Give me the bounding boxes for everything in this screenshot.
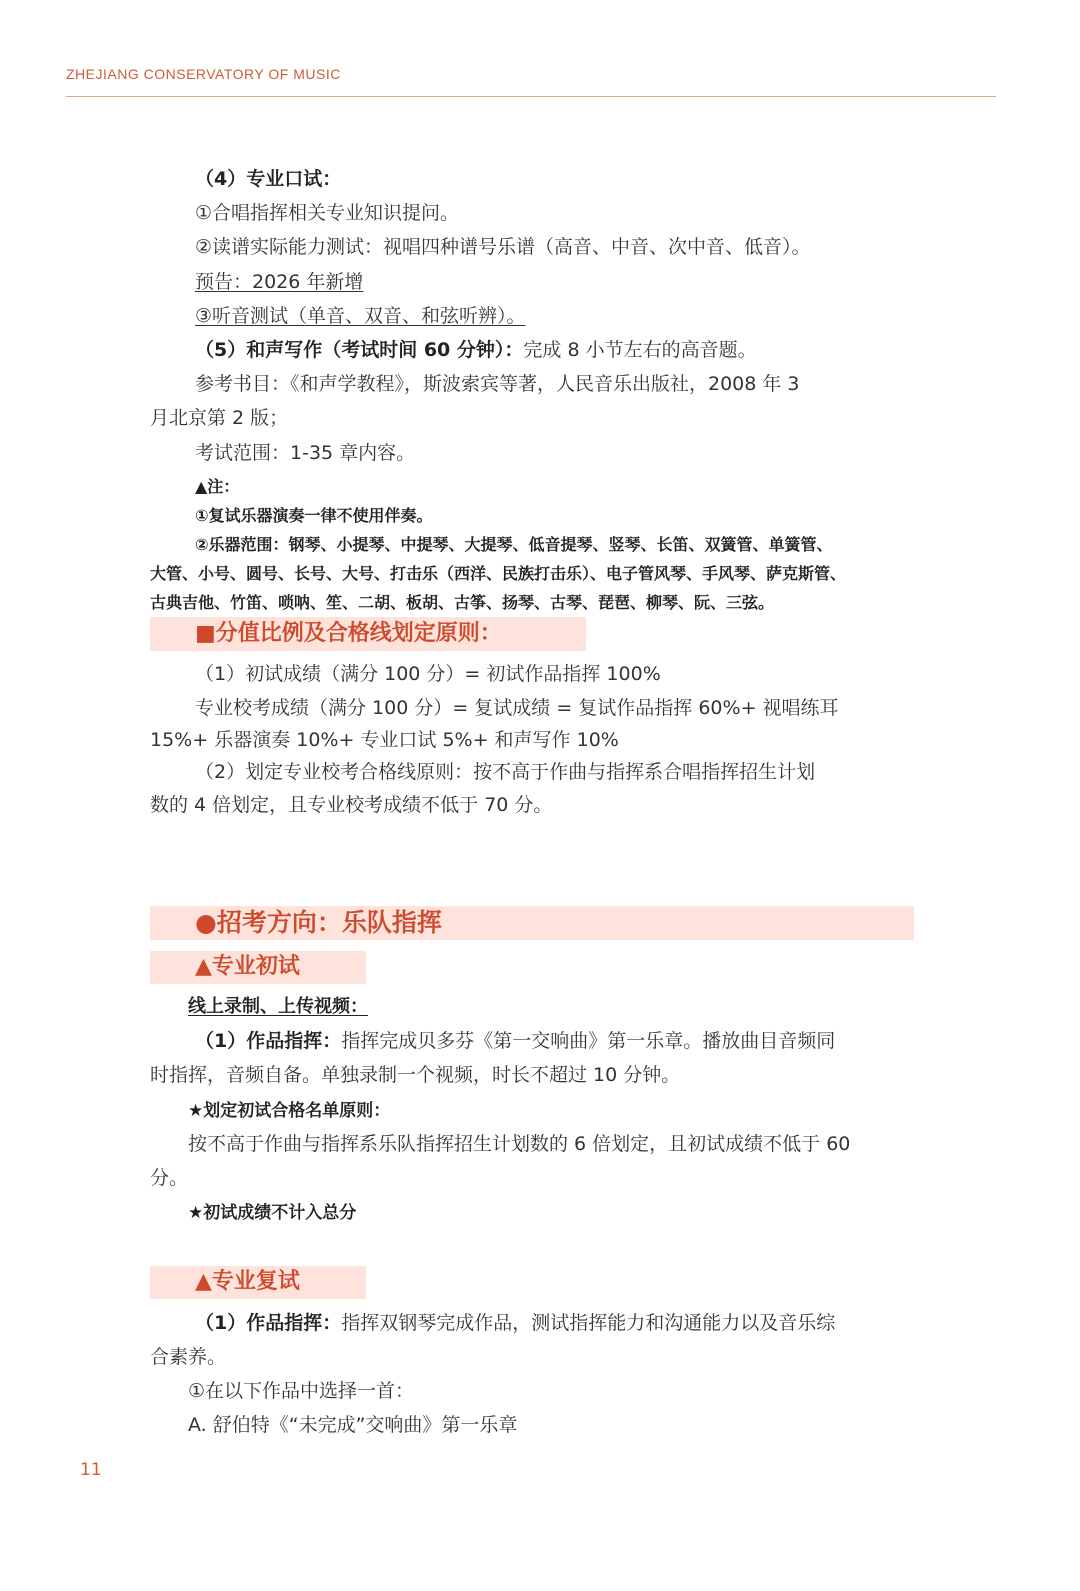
rule-text-b: 分。 <box>150 1167 189 1189</box>
note-2-line-1: ②乐器范围：钢琴、小提琴、中提琴、大提琴、低音提琴、竖琴、长笛、双簧管、单簧管、 <box>195 535 833 554</box>
work-line-a <box>195 1029 835 1053</box>
score-heading: ■分值比例及合格线划定原则： <box>195 621 502 646</box>
note-title: ▲注： <box>195 477 240 496</box>
work-title: （1）作品指挥： <box>195 1030 342 1052</box>
score-line-3b: 数的 4 倍划定，且专业校考成绩不低于 70 分。 <box>150 794 553 816</box>
rule-text-a: 按不高于作曲与指挥系乐队指挥招生计划数的 6 倍划定，且初试成绩不低于 60 <box>188 1133 851 1155</box>
page-number: 11 <box>80 1460 102 1480</box>
note-1: ①复试乐器演奏一律不使用伴奏。 <box>195 506 433 525</box>
harmony-title: （5）和声写作（考试时间 60 分钟）： <box>195 339 524 361</box>
online-upload: 线上录制、上传视频： <box>188 996 368 1017</box>
retest-title: （1）作品指挥： <box>195 1312 342 1334</box>
header-title: ZHEJIANG CONSERVATORY OF MUSIC <box>66 66 341 82</box>
oral-item-2: ②读谱实际能力测试：视唱四种谱号乐谱（高音、中音、次中音、低音）。 <box>195 236 811 258</box>
score-line-3a: （2）划定专业校考合格线原则：按不高于作曲与指挥系合唱指挥招生计划 <box>195 761 816 783</box>
option-a: A. 舒伯特《“未完成”交响曲》第一乐章 <box>188 1414 518 1436</box>
oral-item-3: ③听音测试（单音、双音、和弦听辨）。 <box>195 305 526 327</box>
oral-item-1: ①合唱指挥相关专业知识提问。 <box>195 202 460 224</box>
notice-2026: 预告：2026 年新增 <box>195 271 364 293</box>
orchestra-heading: ●招考方向：乐队指挥 <box>195 908 442 937</box>
exam-scope: 考试范围：1-35 章内容。 <box>195 442 416 464</box>
rule-title: ★划定初试合格名单原则： <box>188 1101 391 1121</box>
not-counted-note: ★初试成绩不计入总分 <box>188 1203 357 1223</box>
score-line-2b: 15%+ 乐器演奏 10%+ 专业口试 5%+ 和声写作 10% <box>150 729 619 751</box>
retest-line-a <box>195 1311 835 1335</box>
oral-exam-title: （4）专业口试： <box>195 168 342 190</box>
note-2-line-3: 古典吉他、竹笛、唢呐、笙、二胡、板胡、古筝、扬琴、古琴、琵琶、柳琴、阮、三弦。 <box>150 593 775 612</box>
harmony-line <box>195 338 757 362</box>
prelim-heading: ▲专业初试 <box>195 954 300 979</box>
retest-text-b: 合素养。 <box>150 1346 227 1368</box>
reference-line-1: 参考书目：《和声学教程》，斯波索宾等著，人民音乐出版社，2008 年 3 <box>195 373 800 395</box>
note-2-line-2: 大管、小号、圆号、长号、大号、打击乐（西洋、民族打击乐）、电子管风琴、手风琴、萨克斯管、 <box>150 564 847 583</box>
header-rule <box>66 96 996 97</box>
harmony-text: 完成 8 小节左右的高音题。 <box>523 339 757 361</box>
retest-text-a: 指挥双钢琴完成作品，测试指挥能力和沟通能力以及音乐综 <box>341 1312 836 1334</box>
work-text-b: 时指挥，音频自备。单独录制一个视频，时长不超过 10 分钟。 <box>150 1064 681 1086</box>
score-line-1: （1）初试成绩（满分 100 分）= 初试作品指挥 100% <box>195 663 661 685</box>
retest-heading: ▲专业复试 <box>195 1269 300 1294</box>
choose-piece: ①在以下作品中选择一首： <box>188 1380 415 1402</box>
score-line-2a: 专业校考成绩（满分 100 分）= 复试成绩 = 复试作品指挥 60%+ 视唱练耳 <box>195 697 839 719</box>
work-text-a: 指挥完成贝多芬《第一交响曲》第一乐章。播放曲目音频同 <box>341 1030 836 1052</box>
reference-line-2: 月北京第 2 版； <box>150 407 289 429</box>
